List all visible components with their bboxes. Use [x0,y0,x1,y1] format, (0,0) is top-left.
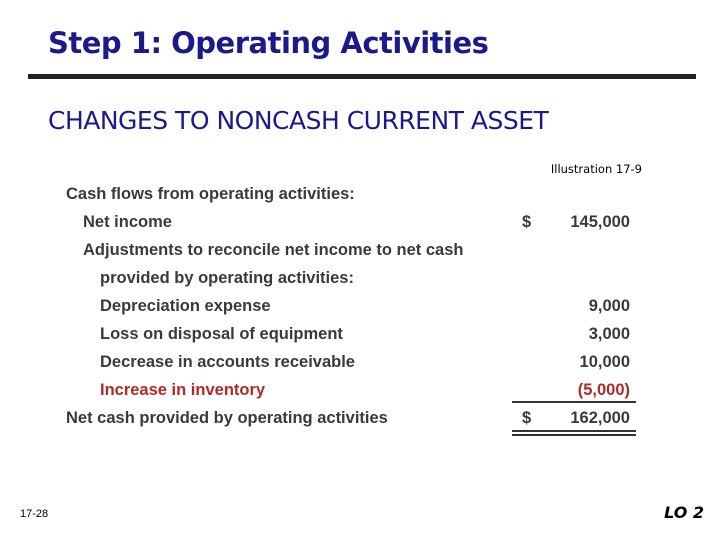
statement-heading: Cash flows from operating activities: [66,185,355,203]
title-divider [28,74,696,79]
net-income-amount: 145,000 [570,213,630,231]
illustration-label: Illustration 17-9 [550,162,642,176]
total-amount: 162,000 [570,409,630,427]
adjustment-item-row [66,351,636,379]
learning-objective: LO 2 [664,503,704,522]
total-double-underline-bottom [512,434,636,436]
adjustment-item-row-highlighted [66,379,636,407]
adjustment-item-amount: 9,000 [588,297,630,315]
adjustment-item-amount: (5,000) [577,381,630,399]
adjustment-item-label: Depreciation expense [100,297,271,315]
adjustments-row-2 [66,267,636,295]
subtotal-underline [512,401,636,403]
adjustment-item-amount: 10,000 [579,353,630,371]
statement-heading-row [66,183,636,211]
total-double-underline-top [512,430,636,432]
adjustments-label-line1: Adjustments to reconcile net income to net cash [83,241,464,259]
adjustment-item-label: Increase in inventory [100,381,266,399]
total-row [66,407,636,435]
adjustment-item-row [66,295,636,323]
net-income-row [66,211,636,239]
total-label: Net cash provided by operating activities [66,409,388,427]
slide-subtitle: CHANGES TO NONCASH CURRENT ASSET [48,106,549,135]
adjustment-item-label: Decrease in accounts receivable [100,353,355,371]
adjustment-item-row [66,323,636,351]
net-income-currency: $ [522,213,532,231]
total-currency: $ [522,409,532,427]
cash-flow-statement [66,183,636,435]
adjustments-label-line2: provided by operating activities: [100,269,354,287]
page-number: 17-28 [20,508,49,520]
slide-title: Step 1: Operating Activities [48,26,489,60]
adjustments-row-1 [66,239,636,267]
adjustment-item-label: Loss on disposal of equipment [100,325,343,343]
adjustment-item-amount: 3,000 [588,325,630,343]
net-income-label: Net income [83,213,172,231]
